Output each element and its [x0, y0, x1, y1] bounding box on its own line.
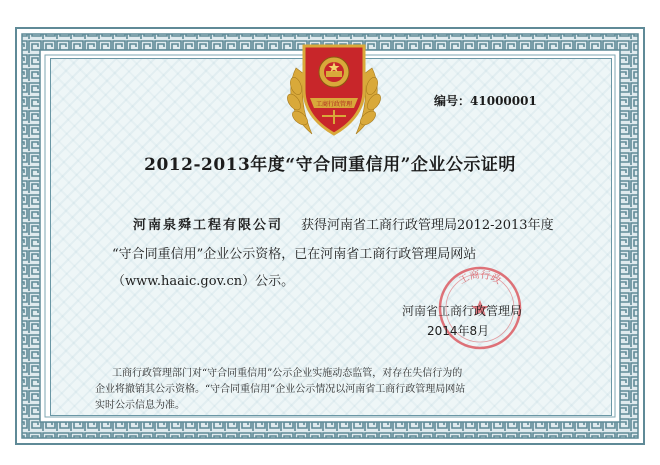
issuing-authority: 河南省工商行政管理局 [402, 304, 523, 318]
body-line-1 [133, 214, 554, 233]
body-line-2: “守合同重信用”企业公示资格，已在河南省工商行政管理局网站 [112, 247, 477, 262]
body-line-1-rest: 获得河南省工商行政管理局2012-2013年度 [301, 218, 554, 233]
body-line-3: （www.haaic.gov.cn）公示。 [112, 274, 295, 289]
footnote-line-2: 企业将撤销其公示资格。“守合同重信用”企业公示情况以河南省工商行政管理局网站 [95, 384, 466, 395]
industry-commerce-emblem [282, 38, 386, 148]
emblem-ribbon-text: 工商行政管理 [315, 101, 353, 108]
certificate-title: 2012-2013年度“守合同重信用”企业公示证明 [144, 155, 516, 175]
serial-number [434, 92, 537, 109]
footnote-line-3: 实时公示信息为准。 [95, 400, 185, 411]
serial-value: 41000001 [470, 94, 537, 108]
issue-date: 2014年8月 [427, 324, 490, 338]
serial-label: 编号： [434, 94, 471, 108]
seal-text: 工商行政 [457, 269, 503, 287]
footnote-line-1: 工商行政管理部门对“守合同重信用”公示企业实施动态监管，对存在失信行为的 [112, 368, 463, 379]
company-name: 河南泉舜工程有限公司 [133, 218, 284, 233]
